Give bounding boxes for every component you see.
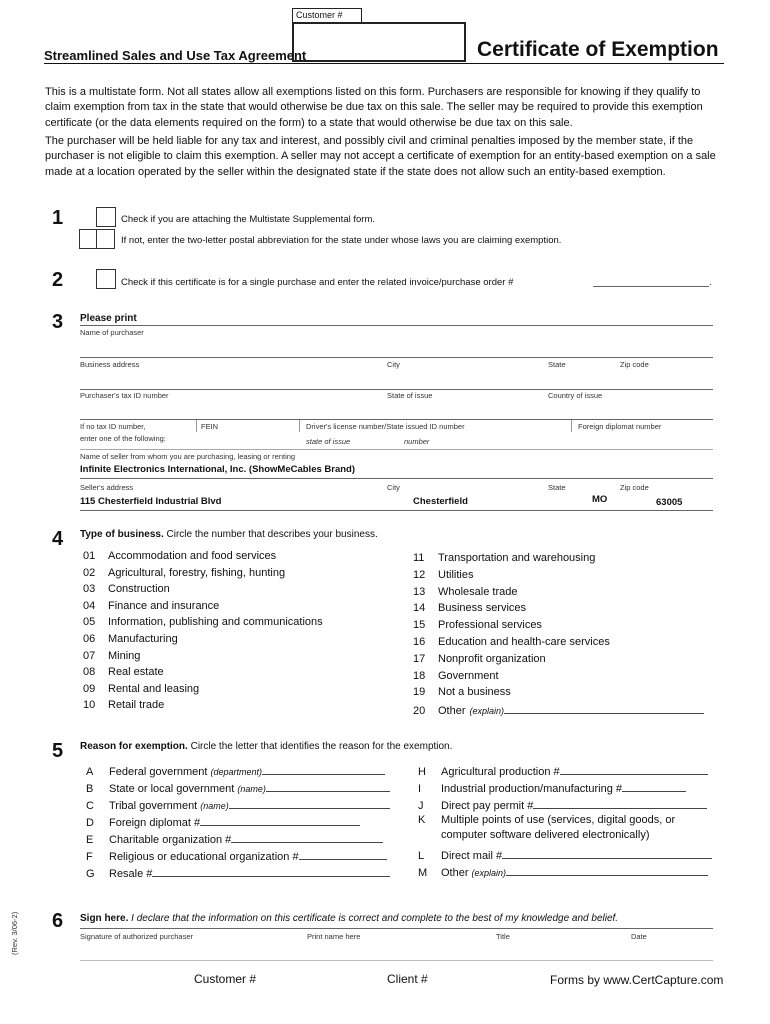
business-type-code: 20 [413, 705, 426, 718]
exemption-reason-label: Charitable organization # [109, 834, 232, 846]
business-type-label: Retail trade [108, 699, 165, 712]
invoice-number-input[interactable] [593, 286, 709, 287]
exemption-reason-letter: A [86, 766, 94, 778]
exemption-reason-item[interactable] [86, 866, 390, 880]
exemption-reason-item[interactable] [86, 832, 383, 846]
business-type-heading [80, 529, 378, 540]
exemption-reason-label: Federal government [109, 766, 208, 778]
state-label: State [548, 360, 566, 369]
sign-rule [80, 928, 713, 929]
business-type-item[interactable] [83, 550, 276, 562]
footer-client: Client # [387, 972, 428, 986]
exemption-reason-label: Resale # [109, 868, 153, 880]
business-type-item[interactable] [413, 552, 595, 564]
business-type-item[interactable] [83, 699, 164, 711]
seller-city-label: City [387, 483, 400, 492]
business-type-code: 04 [83, 599, 96, 612]
seller-name-divider [80, 449, 713, 450]
seller-name-line [80, 478, 713, 479]
purchaser-name-label: Name of purchaser [80, 328, 144, 337]
exemption-reason-item[interactable] [418, 848, 712, 862]
business-type-code: 14 [413, 602, 426, 615]
business-type-code: 15 [413, 619, 426, 632]
exemption-reason-letter: K [418, 814, 426, 826]
exemption-reason-item[interactable] [86, 815, 360, 829]
exemption-reason-letter: D [86, 817, 94, 829]
exemption-reason-hint: (name) [237, 784, 266, 794]
seller-name-label: Name of seller from whom you are purchasing, leasing or renting [80, 452, 296, 461]
header-rule [44, 63, 724, 64]
business-type-item[interactable] [413, 586, 518, 598]
business-type-item[interactable] [413, 670, 499, 682]
state-abbrev-text: If not, enter the two-letter postal abbreviation for the state under whose laws you are claiming exemption. [121, 235, 562, 246]
reason-instruction: Circle the letter that identifies the reason for the exemption. [190, 741, 453, 752]
business-type-item[interactable] [83, 650, 140, 662]
zip-label: Zip code [620, 360, 649, 369]
business-type-code: 03 [83, 583, 96, 596]
revision-label: (Rev. 3/06-2) [10, 911, 19, 955]
business-type-code: 17 [413, 652, 426, 665]
seller-state-label: State [548, 483, 566, 492]
business-type-code: 02 [83, 566, 96, 579]
no-tax-id-label-1: If no tax ID number, [80, 422, 146, 431]
tax-id-label: Purchaser's tax ID number [80, 391, 169, 400]
section-6-number: 6 [52, 910, 64, 932]
business-type-item[interactable] [83, 666, 164, 678]
exemption-reason-label: Direct mail # [441, 850, 503, 862]
business-type-code: 12 [413, 568, 426, 581]
dl-divider [299, 420, 300, 432]
customer-number-label: Customer # [296, 10, 343, 20]
seller-zip-label: Zip code [620, 483, 649, 492]
business-type-label: Wholesale trade [438, 585, 518, 598]
exemption-reason-item[interactable] [86, 764, 385, 778]
seller-zip-value[interactable]: 63005 [656, 497, 683, 508]
business-type-item[interactable] [413, 569, 473, 581]
business-type-item[interactable] [83, 567, 285, 579]
business-type-label: Rental and leasing [108, 682, 200, 695]
business-type-code: 01 [83, 550, 96, 562]
business-type-label: Other [438, 705, 466, 718]
exemption-reason-input[interactable] [266, 781, 390, 792]
business-type-title: Type of business. [80, 529, 164, 540]
business-type-code: 19 [413, 686, 426, 699]
exemption-reason-label: State or local government [109, 783, 235, 795]
exemption-reason-letter: E [86, 834, 94, 846]
business-type-item[interactable] [83, 616, 323, 628]
exemption-reason-item[interactable] [86, 798, 390, 812]
signature-input-line[interactable] [80, 960, 713, 961]
seller-address-label: Seller's address [80, 483, 134, 492]
exemption-reason-input[interactable] [622, 781, 686, 792]
business-type-item[interactable] [413, 686, 511, 698]
invoice-period: . [709, 277, 712, 287]
seller-city-value[interactable]: Chesterfield [413, 496, 468, 507]
diplomat-divider [571, 420, 572, 432]
single-purchase-text: Check if this certificate is for a single purchase and enter the related invoice/purchase order # [121, 277, 514, 288]
exemption-reason-letter: I [418, 783, 422, 795]
business-type-item[interactable] [413, 653, 546, 665]
seller-address-line [80, 510, 713, 511]
section-2-number: 2 [52, 269, 64, 291]
section-5-number: 5 [52, 740, 64, 762]
section-1-number: 1 [52, 207, 64, 229]
footer-forms-by: Forms by www.CertCapture.com [550, 973, 724, 987]
business-type-label: Education and health-care services [438, 636, 610, 648]
exemption-reason-hint: (explain) [471, 868, 507, 878]
exemption-reason-input[interactable] [502, 848, 712, 859]
exemption-reason-item[interactable] [418, 764, 708, 778]
business-type-label: Nonprofit organization [438, 652, 546, 665]
business-address-label: Business address [80, 360, 140, 369]
exemption-reason-item[interactable] [418, 814, 675, 841]
business-address-line[interactable] [80, 357, 713, 358]
intro-paragraph-2: The purchaser will be held liable for any tax and interest, and possibly civil and criminal penalties imposed by the member state, if the purchaser is not eligible to claim this exemption. A seller may not accept a certificate of exemption for an entity-based exemption on a sale made at a location operated by the seller within the designated state if the state does not allow such an entity-based exemption. [45, 135, 716, 178]
business-type-label: Professional services [438, 619, 542, 632]
exemption-reason-label: Religious or educational organization # [109, 851, 299, 863]
business-type-label: Accommodation and food services [108, 550, 277, 562]
tax-id-line[interactable] [80, 389, 713, 390]
single-purchase-checkbox[interactable] [96, 269, 116, 289]
business-type-code: 09 [83, 682, 96, 695]
purchaser-name-line[interactable] [80, 325, 713, 326]
section-4-number: 4 [52, 528, 64, 550]
state-of-issue-label: State of issue [387, 391, 433, 400]
signature-label: Signature of authorized purchaser [80, 932, 193, 941]
business-type-other-input[interactable] [504, 703, 704, 714]
business-type-label: Government [438, 669, 499, 682]
business-type-item[interactable] [413, 619, 542, 631]
exemption-reason-item[interactable] [418, 781, 686, 795]
dl-state-label: state of issue [306, 437, 351, 446]
business-type-code: 13 [413, 585, 426, 598]
business-type-code: 18 [413, 669, 426, 682]
business-type-label: Real estate [108, 666, 164, 679]
exemption-reason-input[interactable] [533, 798, 707, 809]
exemption-reason-hint: (department) [210, 767, 262, 777]
multistate-supplemental-text: Check if you are attaching the Multistate Supplemental form. [121, 214, 375, 225]
business-type-code: 08 [83, 666, 96, 679]
dl-number-label: number [404, 437, 430, 446]
business-type-code: 05 [83, 616, 96, 629]
business-type-hint: (explain) [469, 706, 505, 717]
reason-heading [80, 741, 452, 752]
exemption-reason-letter: B [86, 783, 94, 795]
exemption-reason-label: Industrial production/manufacturing # [441, 783, 622, 795]
no-tax-id-line [80, 419, 713, 420]
business-type-item[interactable] [413, 703, 704, 717]
business-type-code: 06 [83, 633, 96, 645]
intro-paragraph-1: This is a multistate form. Not all states allow all exemptions listed on this form. Purchasers are responsible for knowing if they qualify to claim exemption from tax in the state that would otherwise be due tax on this sale. The seller may be required to provide this exemption certificate (or the data elements required on the form) to a state that would otherwise be due tax on this sale. [45, 86, 703, 129]
exemption-reason-label: Other [441, 867, 469, 879]
certificate-title: Certificate of Exemption [477, 38, 719, 61]
exemption-reason-input[interactable] [152, 866, 390, 877]
business-type-label: Information, publishing and communications [108, 616, 323, 629]
business-type-label: Manufacturing [108, 633, 178, 645]
exemption-reason-letter: H [418, 766, 426, 778]
business-type-item[interactable] [413, 602, 526, 614]
business-type-code: 16 [413, 636, 426, 648]
business-type-item[interactable] [83, 600, 219, 612]
business-type-label: Utilities [438, 568, 474, 581]
exemption-reason-letter: M [418, 867, 428, 879]
exemption-reason-label: Tribal government [109, 800, 198, 812]
please-print-label: Please print [80, 313, 137, 324]
customer-number-input[interactable] [292, 22, 466, 62]
exemption-reason-item[interactable] [418, 798, 707, 812]
reason-title: Reason for exemption. [80, 741, 188, 752]
sign-declaration: I declare that the information on this certificate is correct and complete to the best of my knowledge and belief. [131, 913, 619, 924]
business-type-code: 11 [413, 552, 425, 564]
business-type-label: Not a business [438, 686, 511, 699]
exemption-reason-input[interactable] [506, 865, 708, 876]
multistate-supplemental-checkbox[interactable] [96, 207, 116, 227]
seller-address-value[interactable]: 115 Chesterfield Industrial Blvd [80, 496, 222, 507]
seller-name-value[interactable]: Infinite Electronics International, Inc. (ShowMeCables Brand) [80, 464, 356, 475]
business-type-code: 10 [83, 699, 96, 712]
business-type-label: Finance and insurance [108, 599, 220, 612]
business-type-instruction: Circle the number that describes your business. [166, 529, 378, 540]
exemption-reason-letter: G [86, 868, 95, 880]
footer-customer: Customer # [194, 972, 257, 986]
exemption-reason-input[interactable] [231, 832, 383, 843]
sign-here-label: Sign here. [80, 913, 129, 924]
foreign-diplomat-label: Foreign diplomat number [578, 422, 662, 431]
exemption-reason-letter: C [86, 800, 94, 812]
business-type-label: Mining [108, 649, 141, 662]
exemption-reason-hint: (name) [200, 801, 229, 811]
fein-divider [196, 420, 197, 432]
exemption-reason-input[interactable] [299, 849, 387, 860]
no-tax-id-label-2: enter one of the following: [80, 434, 166, 443]
date-label: Date [631, 932, 647, 941]
exemption-reason-label: Agricultural production # [441, 766, 560, 778]
exemption-reason-label: Direct pay permit # [441, 800, 534, 812]
exemption-reason-item[interactable] [418, 865, 708, 879]
section-3-number: 3 [52, 311, 64, 333]
business-type-item[interactable] [83, 633, 178, 645]
business-type-item[interactable] [83, 583, 170, 595]
business-type-label: Agricultural, forestry, fishing, hunting [108, 566, 286, 579]
country-of-issue-label: Country of issue [548, 391, 603, 400]
fein-label: FEIN [201, 422, 219, 431]
exemption-reason-label: Multiple points of use (services, digital goods, or [441, 814, 676, 826]
exemption-reason-label-continued: computer software delivered electronically) [441, 829, 650, 841]
exemption-reason-item[interactable] [86, 849, 387, 863]
sign-here-text [80, 913, 618, 924]
customer-number-label-box [292, 8, 362, 23]
business-type-label: Business services [438, 602, 527, 615]
exemption-reason-input[interactable] [560, 764, 708, 775]
exemption-reason-input[interactable] [262, 764, 385, 775]
business-type-item[interactable] [413, 636, 610, 648]
exemption-reason-item[interactable] [86, 781, 390, 795]
drivers-license-label: Driver's license number/State issued ID number [306, 422, 465, 431]
business-type-code: 07 [83, 649, 96, 662]
exemption-reason-input[interactable] [229, 798, 390, 809]
exemption-reason-letter: L [418, 850, 425, 862]
business-type-label: Transportation and warehousing [438, 552, 596, 564]
seller-state-value[interactable]: MO [592, 494, 608, 505]
exemption-reason-letter: J [418, 800, 424, 812]
city-label: City [387, 360, 400, 369]
state-abbrev-box-2[interactable] [96, 229, 115, 249]
business-type-label: Construction [108, 583, 170, 596]
exemption-reason-label: Foreign diplomat # [109, 817, 201, 829]
business-type-item[interactable] [83, 683, 199, 695]
agreement-title: Streamlined Sales and Use Tax Agreement [44, 48, 307, 63]
title-label: Title [496, 932, 510, 941]
exemption-reason-letter: F [86, 851, 93, 863]
print-name-label: Print name here [307, 932, 361, 941]
exemption-reason-input[interactable] [200, 815, 360, 826]
